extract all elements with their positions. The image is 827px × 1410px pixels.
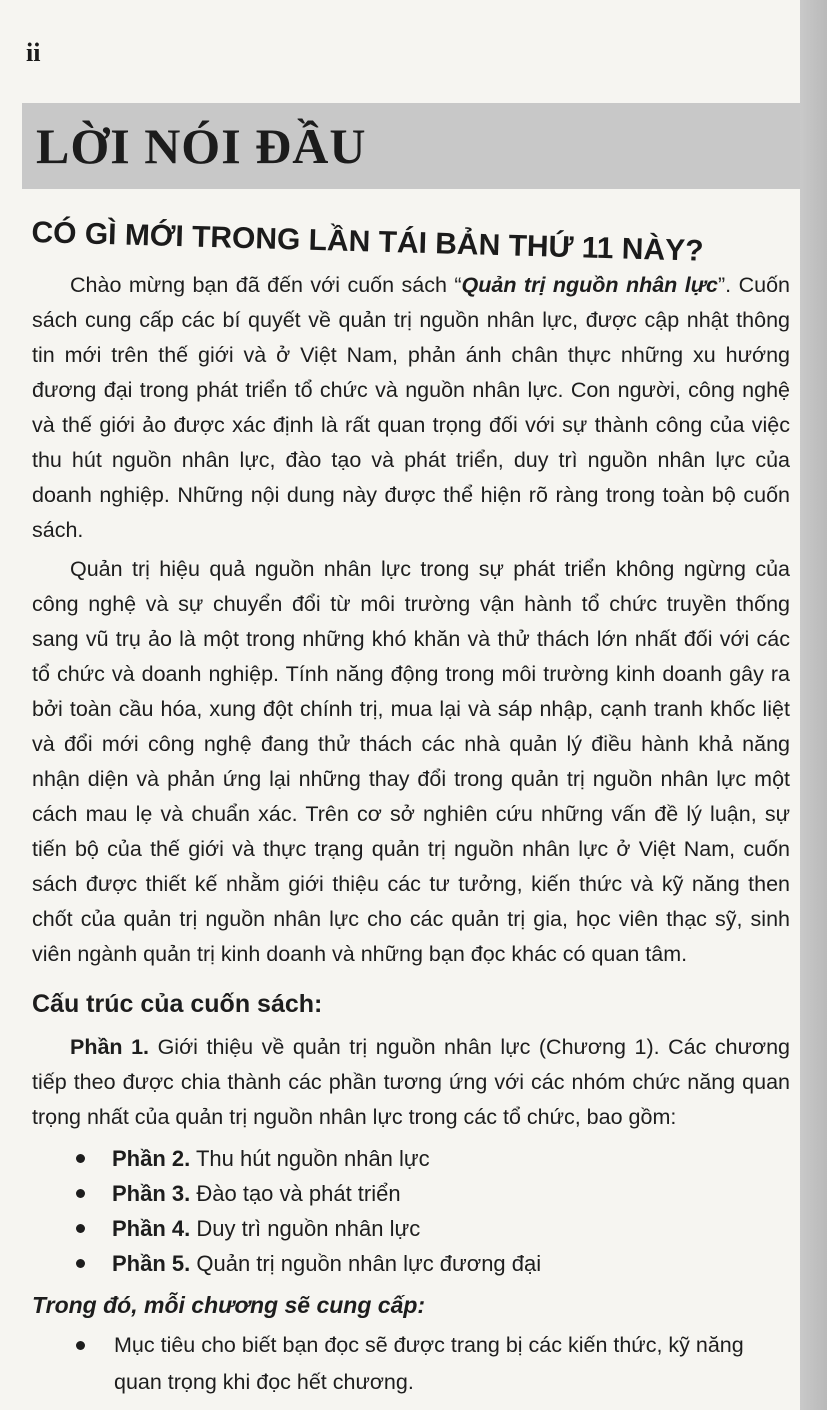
book-title: Quản trị nguồn nhân lực bbox=[461, 273, 719, 297]
list-item: Phần 2. Thu hút nguồn nhân lực bbox=[72, 1141, 790, 1176]
body-text bbox=[32, 268, 790, 1401]
page-title: LỜI NÓI ĐẦU bbox=[36, 118, 367, 174]
chapter-provides-heading: Trong đó, mỗi chương sẽ cung cấp: bbox=[32, 1292, 426, 1318]
page-number: ii bbox=[26, 38, 41, 67]
provides-list bbox=[32, 1327, 790, 1401]
structure-heading: Cấu trúc của cuốn sách: bbox=[32, 990, 323, 1018]
parts-list bbox=[32, 1141, 790, 1281]
part-1-label: Phần 1. bbox=[70, 1035, 150, 1059]
list-item: Phần 5. Quản trị nguồn nhân lực đương đại bbox=[72, 1246, 790, 1281]
page-edge-shadow bbox=[800, 0, 827, 1410]
paragraph-2: Quản trị hiệu quả nguồn nhân lực trong sự phát triển không ngừng của công nghệ và sự chuyển đổi từ môi trường vận hành tổ chức truyền thống sang vũ trụ ảo là một trong những khó khăn và thử thách lớn nhất đối với các tổ chức và doanh nghiệp. Tính năng động trong môi trường kinh doanh gây ra bởi toàn cầu hóa, xung đột chính trị, mua lại và sáp nhập, cạnh tranh khốc liệt và đổi mới công nghệ đang thử thách các nhà quản lý điều hành khả năng nhận diện và phản ứng lại những thay đổi trong quản trị nguồn nhân lực một cách mau lẹ và chuẩn xác. Trên cơ sở nghiên cứu những vấn đề lý luận, sự tiến bộ của thế giới và thực trạng quản trị nguồn nhân lực ở Việt Nam, cuốn sách được thiết kế nhằm giới thiệu các tư tưởng, kiến thức và kỹ năng then chốt của quản trị nguồn nhân lực cho các quản trị gia, học viên thạc sỹ, sinh viên ngành quản trị kinh doanh và những bạn đọc khác có quan tâm. bbox=[32, 557, 790, 966]
list-item: Phần 4. Duy trì nguồn nhân lực bbox=[72, 1211, 790, 1246]
list-item: Phần 3. Đào tạo và phát triển bbox=[72, 1176, 790, 1211]
part-1-paragraph: Phần 1. Giới thiệu về quản trị nguồn nhân lực (Chương 1). Các chương tiếp theo được chia thành các phần tương ứng với các nhóm chức năng quan trọng nhất của quản trị nguồn nhân lực trong các tổ chức, bao gồm: bbox=[32, 1035, 791, 1129]
heading-banner bbox=[22, 103, 800, 189]
section-subtitle: CÓ GÌ MỚI TRONG LẦN TÁI BẢN THỨ 11 NÀY? bbox=[31, 216, 704, 268]
paragraph-1: Chào mừng bạn đã đến với cuốn sách “Quản trị nguồn nhân lực”. Cuốn sách cung cấp các bí quyết về quản trị nguồn nhân lực, được cập nhật thông tin mới trên thế giới và ở Việt Nam, phản ánh chân thực những xu hướng đương đại trong phát triển tổ chức và nguồn nhân lực. Con người, công nghệ và thế giới ảo được xác định là rất quan trọng đối với sự thành công của việc thu hút nguồn nhân lực, đào tạo và phát triển, duy trì nguồn nhân lực của doanh nghiệp. Những nội dung này được thể hiện rõ ràng trong toàn bộ cuốn sách. bbox=[32, 273, 790, 542]
list-item: Mục tiêu cho biết bạn đọc sẽ được trang bị các kiến thức, kỹ năng quan trọng khi đọc hết chương. bbox=[36, 1327, 790, 1401]
